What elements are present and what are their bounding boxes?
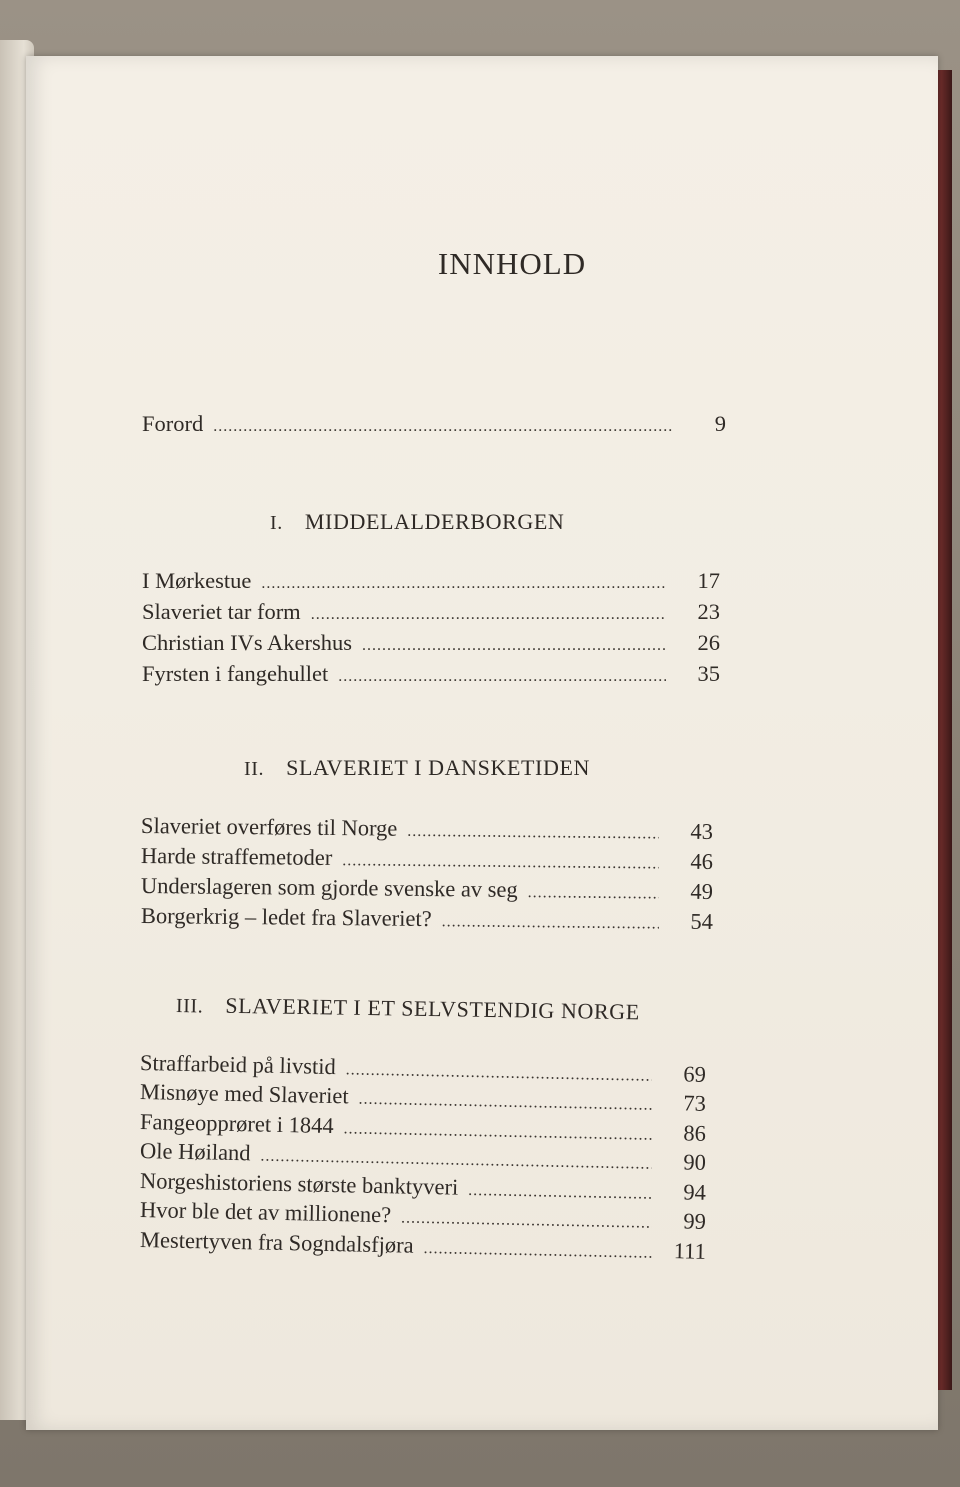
toc-entry-page: 69 (683, 1061, 707, 1087)
toc-entry-label: Underslageren som gjorde svenske av seg (140, 873, 518, 902)
section-heading-2 (244, 755, 590, 781)
toc-entry-label: Slaveriet tar form (142, 599, 301, 624)
toc-dot-leader (401, 1209, 652, 1232)
toc-entry-page: 43 (690, 818, 714, 844)
toc-entry (142, 568, 720, 594)
toc-entry-page: 9 (714, 411, 726, 436)
toc-entry (141, 903, 713, 935)
toc-entry-label: Harde straffemetoder (140, 843, 333, 871)
toc-entry-label: Hvor ble det av millionene? (139, 1197, 392, 1228)
section-title: MIDDELALDERBORGEN (304, 509, 565, 534)
toc-dot-leader (338, 668, 666, 686)
toc-entry (141, 873, 713, 905)
toc-entry-label: Ole Høiland (139, 1138, 251, 1166)
toc-entry (142, 630, 720, 656)
toc-entry-label: Mestertyven fra Sogndalsfjøra (139, 1227, 414, 1258)
toc-entry-label: Norgeshistoriens største banktyveri (139, 1168, 459, 1200)
toc-entry-label: Borgerkrig – ledet fra Slaveriet? (140, 903, 432, 932)
toc-dot-leader (423, 1240, 652, 1263)
section-number: II. (244, 758, 265, 780)
section-number: III. (175, 995, 204, 1018)
toc-entry-page: 73 (683, 1090, 707, 1116)
section-title: SLAVERIET I DANSKETIDEN (286, 755, 590, 780)
section-title: SLAVERIET I ET SELVSTENDIG NORGE (225, 992, 640, 1025)
toc-entry (142, 661, 720, 687)
toc-entry-page: 23 (697, 599, 720, 624)
toc-dot-leader (311, 606, 666, 624)
section-heading-3 (176, 992, 640, 1025)
toc-dot-leader (343, 1120, 652, 1144)
toc-dot-leader (342, 852, 659, 873)
toc-entry-page: 99 (683, 1208, 707, 1234)
section-heading-1 (270, 509, 564, 535)
toc-entry-page: 17 (697, 568, 720, 593)
toc-entry (142, 599, 720, 625)
page-title: INNHOLD (437, 246, 587, 281)
toc-entry-page: 111 (673, 1238, 707, 1264)
toc-dot-leader (261, 575, 666, 593)
toc-dot-leader (358, 1091, 652, 1115)
toc-dot-leader (407, 823, 659, 844)
toc-dot-leader (362, 637, 666, 655)
toc-entry-page: 54 (690, 908, 714, 934)
toc-entry-label: Forord (142, 411, 204, 436)
toc-entry-label: Misnøye med Slaveriet (139, 1079, 349, 1109)
toc-dot-leader (213, 418, 672, 436)
toc-entry-page: 49 (690, 878, 714, 904)
toc-dot-leader (468, 1182, 652, 1204)
toc-entry-preface (142, 411, 726, 437)
toc-dot-leader (260, 1148, 652, 1174)
toc-entry-page: 46 (690, 848, 714, 874)
toc-dot-leader (528, 884, 659, 903)
toc-entry-label: Straffarbeid på livstid (139, 1050, 337, 1080)
toc-entry-page: 35 (697, 661, 720, 686)
toc-dot-leader (442, 913, 659, 933)
toc-entry-label: Slaveriet overføres til Norge (140, 813, 398, 841)
toc-entry (141, 813, 713, 845)
toc-entry-label: Christian IVs Akershus (142, 630, 352, 655)
toc-dot-leader (346, 1061, 653, 1085)
toc-entry-label: Fangeopprøret i 1844 (139, 1109, 334, 1139)
section-number: I. (270, 512, 283, 534)
book-page (26, 56, 938, 1430)
toc-entry-page: 94 (683, 1179, 707, 1205)
toc-entry-label: Fyrsten i fangehullet (142, 661, 329, 686)
toc-entry (141, 843, 713, 875)
toc-entry-page: 26 (697, 630, 720, 655)
toc-entry-page: 90 (683, 1149, 707, 1175)
toc-entry-label: I Mørkestue (142, 568, 252, 593)
toc-entry-page: 86 (683, 1120, 707, 1146)
